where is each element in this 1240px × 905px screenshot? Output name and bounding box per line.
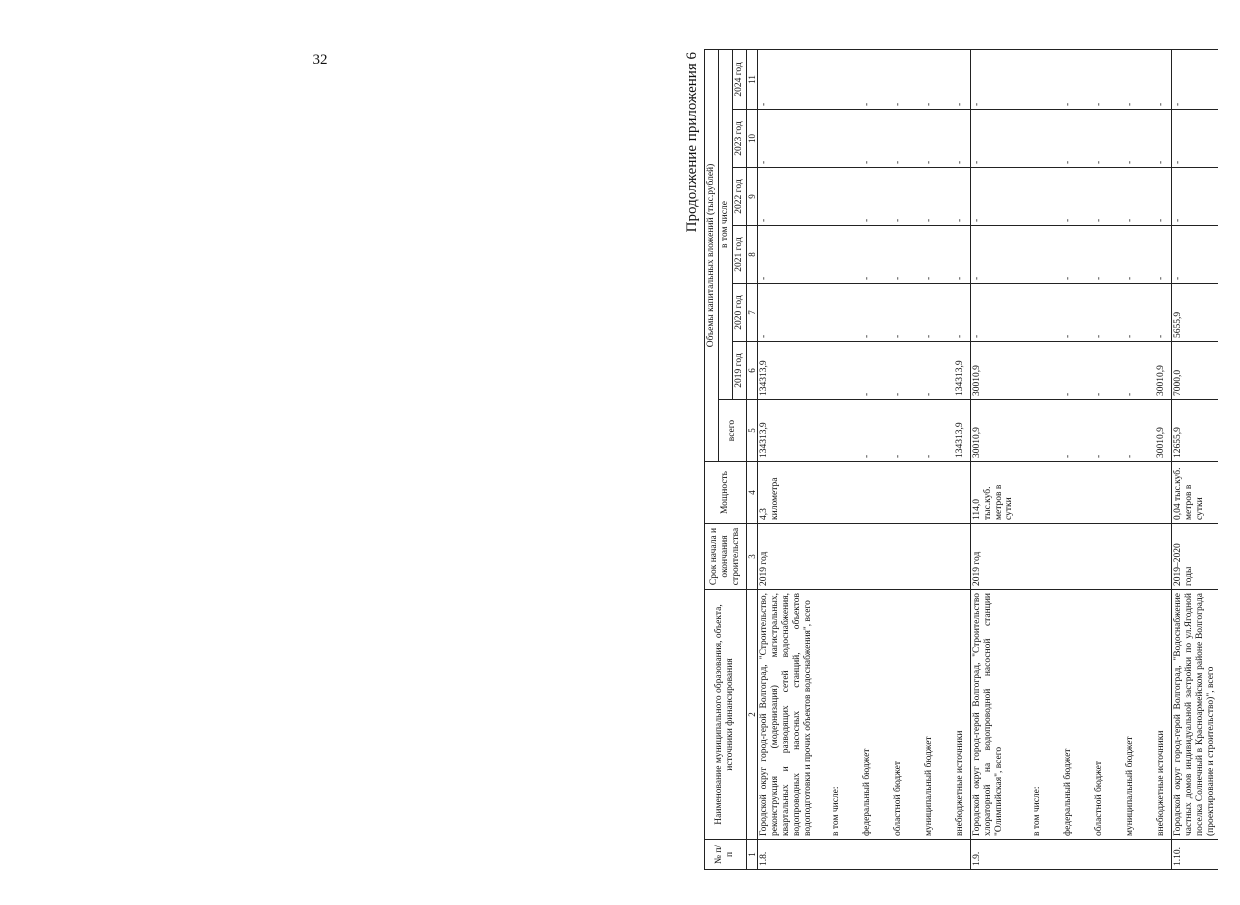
row-name: в том числе:: [815, 590, 846, 840]
row-value: -: [758, 226, 815, 284]
row-name: областной бюджет: [1078, 590, 1109, 840]
row-value: [815, 400, 846, 462]
header-year: 2019 год: [732, 342, 746, 400]
row-value: -: [1078, 168, 1109, 226]
row-value: -: [1140, 284, 1172, 342]
row-number: [908, 840, 939, 870]
row-number: 1.9.: [970, 840, 1016, 870]
row-value: [1016, 49, 1047, 109]
row-value: -: [758, 110, 815, 168]
table-row: [758, 49, 815, 869]
row-capacity: [815, 462, 846, 524]
row-name: муниципальный бюджет: [1109, 590, 1140, 840]
row-value: [1016, 110, 1047, 168]
row-value: -: [939, 168, 971, 226]
column-index: 1: [746, 840, 757, 870]
row-capacity: [908, 462, 939, 524]
header-year: 2021 год: [732, 226, 746, 284]
page-number: 32: [312, 52, 328, 68]
row-value: -: [908, 49, 939, 109]
row-value: [1016, 168, 1047, 226]
row-value: -: [908, 342, 939, 400]
column-index: 4: [746, 462, 757, 524]
row-number: 1.10.: [1172, 840, 1218, 870]
row-value: -: [1140, 49, 1172, 109]
row-value: -: [846, 342, 877, 400]
row-value: -: [846, 49, 877, 109]
row-value: [815, 110, 846, 168]
header-year: 2022 год: [732, 168, 746, 226]
table-row: [1016, 49, 1047, 869]
row-value: -: [1140, 168, 1172, 226]
rotated-table-area: [680, 50, 1240, 870]
row-number: [939, 840, 971, 870]
row-value: -: [1172, 226, 1218, 284]
row-value: -: [908, 226, 939, 284]
row-number: [1078, 840, 1109, 870]
row-capacity: [1078, 462, 1109, 524]
row-capacity: [846, 462, 877, 524]
row-period: [815, 524, 846, 590]
header-year: 2020 год: [732, 284, 746, 342]
table-row: [877, 49, 908, 869]
row-value: 134313,9: [939, 342, 971, 400]
row-value: [815, 168, 846, 226]
header-volumes: Объемы капитальных вложений (тыс.рублей): [705, 49, 719, 461]
row-value: -: [908, 400, 939, 462]
row-value: -: [908, 284, 939, 342]
row-value: -: [877, 110, 908, 168]
row-capacity: [1016, 462, 1047, 524]
row-period: 2019 год: [970, 524, 1016, 590]
table-row: [1172, 49, 1218, 869]
row-value: -: [1109, 342, 1140, 400]
table-row: [1109, 49, 1140, 869]
table-row: [815, 49, 846, 869]
row-value: [815, 284, 846, 342]
table-row: [939, 49, 971, 869]
row-value: -: [939, 226, 971, 284]
row-value: -: [939, 49, 971, 109]
row-value: -: [1078, 284, 1109, 342]
row-period: [877, 524, 908, 590]
row-value: 134313,9: [758, 342, 815, 400]
header-incl: в том числе: [718, 49, 732, 399]
row-value: -: [846, 110, 877, 168]
row-value: -: [877, 342, 908, 400]
row-value: -: [1047, 342, 1078, 400]
row-period: [939, 524, 971, 590]
row-value: -: [1109, 400, 1140, 462]
row-value: -: [1109, 49, 1140, 109]
row-value: -: [1078, 49, 1109, 109]
row-value: -: [1047, 226, 1078, 284]
row-value: -: [1078, 226, 1109, 284]
row-value: [815, 226, 846, 284]
continuation-note: Продолжение приложения 6: [684, 52, 700, 233]
row-value: -: [758, 168, 815, 226]
row-name: муниципальный бюджет: [908, 590, 939, 840]
row-period: [1140, 524, 1172, 590]
row-value: -: [1078, 400, 1109, 462]
row-name: внебюджетные источники: [1140, 590, 1172, 840]
row-period: [1047, 524, 1078, 590]
row-value: -: [1078, 110, 1109, 168]
row-value: -: [846, 168, 877, 226]
row-value: [815, 49, 846, 109]
row-value: 5655,9: [1172, 284, 1218, 342]
column-index: 3: [746, 524, 757, 590]
row-capacity: [939, 462, 971, 524]
row-value: -: [846, 400, 877, 462]
row-capacity: [1109, 462, 1140, 524]
row-number: [1047, 840, 1078, 870]
row-value: 30010,9: [970, 400, 1016, 462]
header-name: Наименование муниципального образования, объекта, источники финансирования: [705, 590, 747, 840]
row-name: Городской округ город-герой Волгоград, "Водоснабжение частных домов индивидуальной застройки по ул.Ягодной поселка Солнечный в Красноармейском районе Волгограда (проектирование и строительство)", всего: [1172, 590, 1218, 840]
row-value: -: [1047, 168, 1078, 226]
row-value: [1016, 400, 1047, 462]
row-value: -: [1109, 168, 1140, 226]
row-value: -: [877, 168, 908, 226]
row-value: -: [877, 226, 908, 284]
table-row: [1047, 49, 1078, 869]
row-value: [815, 342, 846, 400]
row-capacity: [1140, 462, 1172, 524]
row-value: [1016, 342, 1047, 400]
row-capacity: 0,04 тыс.куб. метров в сутки: [1172, 462, 1218, 524]
capital-investment-table: [704, 49, 1218, 870]
table-row: [908, 49, 939, 869]
header-num: № п/п: [705, 840, 747, 870]
row-value: -: [1109, 110, 1140, 168]
column-index: 9: [746, 168, 757, 226]
row-period: 2019–2020 годы: [1172, 524, 1218, 590]
row-value: 30010,9: [1140, 342, 1172, 400]
table-row: [970, 49, 1016, 869]
column-index: 2: [746, 590, 757, 840]
row-value: -: [1047, 110, 1078, 168]
row-name: в том числе:: [1016, 590, 1047, 840]
row-value: -: [1140, 226, 1172, 284]
row-value: -: [1047, 400, 1078, 462]
row-value: 30010,9: [1140, 400, 1172, 462]
header-total: всего: [718, 400, 746, 462]
row-value: -: [877, 49, 908, 109]
table-row: [1140, 49, 1172, 869]
table-row: [846, 49, 877, 869]
row-value: -: [1047, 49, 1078, 109]
row-value: 12655,9: [1172, 400, 1218, 462]
column-index: 11: [746, 49, 757, 109]
row-name: внебюджетные источники: [939, 590, 971, 840]
row-value: -: [1172, 49, 1218, 109]
row-period: [1016, 524, 1047, 590]
row-value: -: [970, 284, 1016, 342]
row-value: -: [939, 284, 971, 342]
row-number: [1016, 840, 1047, 870]
row-period: 2019 год: [758, 524, 815, 590]
table-row: [1078, 49, 1109, 869]
row-number: [877, 840, 908, 870]
row-name: федеральный бюджет: [1047, 590, 1078, 840]
column-index: 8: [746, 226, 757, 284]
row-value: 134313,9: [758, 400, 815, 462]
row-period: [908, 524, 939, 590]
row-number: [846, 840, 877, 870]
row-number: [1109, 840, 1140, 870]
row-value: [1016, 226, 1047, 284]
row-name: областной бюджет: [877, 590, 908, 840]
row-capacity: [877, 462, 908, 524]
row-period: [1109, 524, 1140, 590]
row-value: -: [970, 168, 1016, 226]
row-value: -: [846, 226, 877, 284]
row-value: -: [1109, 226, 1140, 284]
header-capacity: Мощность: [705, 462, 747, 524]
row-value: -: [758, 284, 815, 342]
row-name: федеральный бюджет: [846, 590, 877, 840]
row-value: [1016, 284, 1047, 342]
row-period: [846, 524, 877, 590]
row-value: -: [970, 226, 1016, 284]
row-value: -: [877, 284, 908, 342]
row-number: [1140, 840, 1172, 870]
row-name: Городской округ город-герой Волгоград, "Строительство, реконструкция (модернизация) магистральных, квартальных и разводящих сетей водоснабжения, водопроводных насосных станций, объектов водоподготовки и прочих объектов водоснабжения", всего: [758, 590, 815, 840]
row-capacity: 4,3 километра: [758, 462, 815, 524]
column-index: 7: [746, 284, 757, 342]
row-number: [815, 840, 846, 870]
row-value: -: [877, 400, 908, 462]
column-index: 10: [746, 110, 757, 168]
row-value: 134313,9: [939, 400, 971, 462]
row-value: -: [1109, 284, 1140, 342]
column-index: 6: [746, 342, 757, 400]
row-value: -: [1140, 110, 1172, 168]
row-value: -: [908, 168, 939, 226]
row-value: -: [970, 49, 1016, 109]
row-value: -: [846, 284, 877, 342]
row-value: -: [908, 110, 939, 168]
row-value: -: [970, 110, 1016, 168]
row-period: [1078, 524, 1109, 590]
header-period: Срок начала и окончания строительства: [705, 524, 747, 590]
row-value: -: [758, 49, 815, 109]
row-value: -: [1047, 284, 1078, 342]
row-value: 30010,9: [970, 342, 1016, 400]
header-year: 2024 год: [732, 49, 746, 109]
header-year: 2023 год: [732, 110, 746, 168]
row-number: 1.8.: [758, 840, 815, 870]
row-capacity: 114,0 тыс.куб. метров в сутки: [970, 462, 1016, 524]
row-value: 7000,0: [1172, 342, 1218, 400]
row-value: -: [1172, 168, 1218, 226]
row-capacity: [1047, 462, 1078, 524]
row-value: -: [939, 110, 971, 168]
row-value: -: [1078, 342, 1109, 400]
row-value: -: [1172, 110, 1218, 168]
column-index: 5: [746, 400, 757, 462]
row-name: Городской округ город-герой Волгоград, "Строительство хлораторной на водопроводной насосной станции "Олимпийская", всего: [970, 590, 1016, 840]
